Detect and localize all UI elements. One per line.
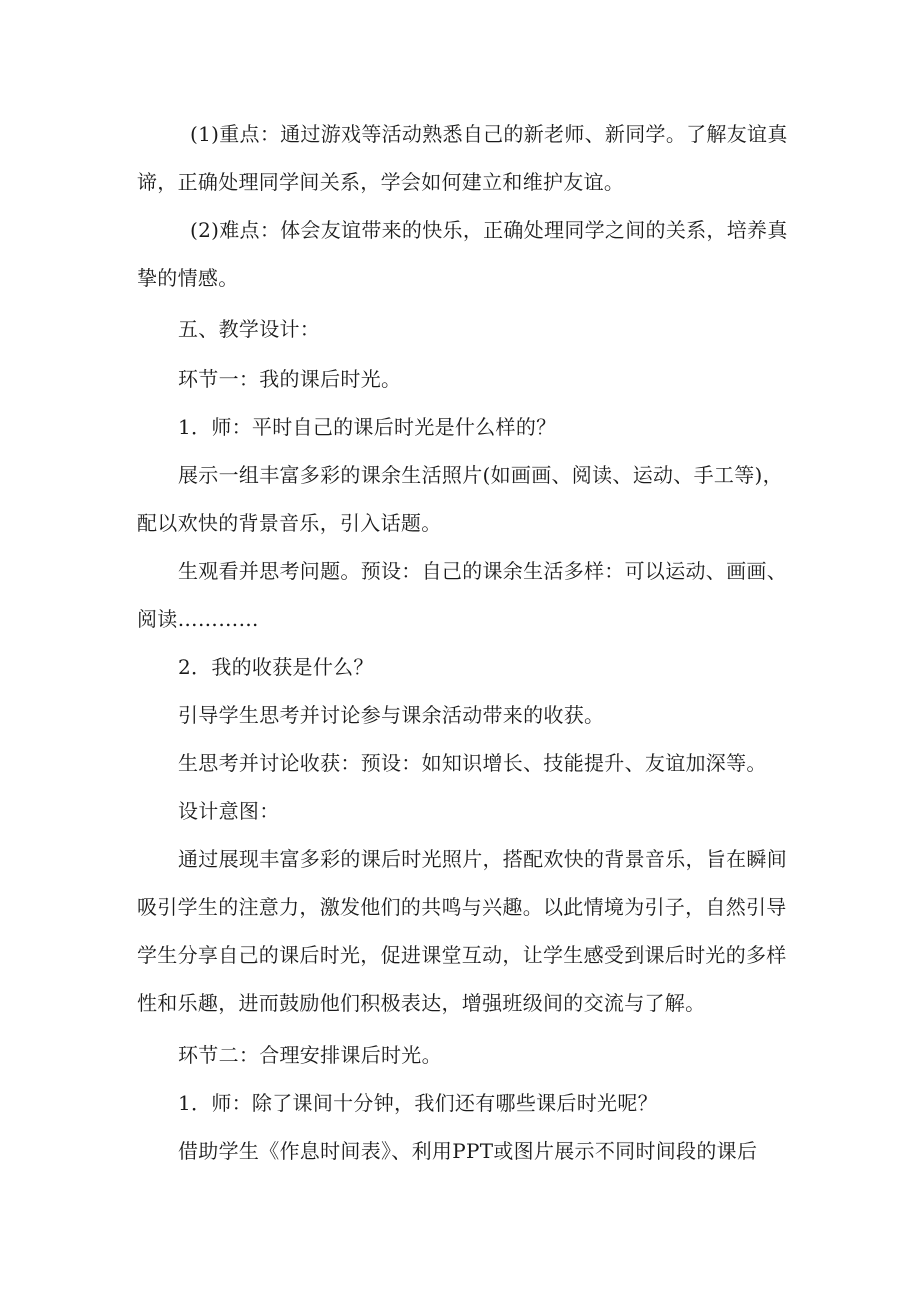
step-one-item-1: 1．师：平时自己的课后时光是什么样的？ bbox=[178, 415, 557, 439]
section-step-one-heading: 环节一：我的课后时光。 bbox=[178, 367, 402, 391]
step-one-student-line-1: 生观看并思考问题。预设：自己的课余生活多样：可以运动、画画、 bbox=[178, 559, 787, 583]
paragraph-focus-line-2: 谛，正确处理同学间关系，学会如何建立和维护友谊。 bbox=[137, 170, 625, 194]
step-two-item-1: 1．师：除了课间十分钟，我们还有哪些课后时光呢？ bbox=[178, 1091, 658, 1115]
step-one-display-line-1: 展示一组丰富多彩的课余生活照片(如画画、阅读、运动、手工等)， bbox=[178, 463, 783, 487]
design-intent-line-4: 性和乐趣，进而鼓励他们积极表达，增强班级间的交流与了解。 bbox=[137, 991, 706, 1015]
design-intent-line-2: 吸引学生的注意力，激发他们的共鸣与兴趣。以此情境为引子，自然引导 bbox=[137, 895, 787, 919]
design-intent-line-3: 学生分享自己的课后时光，促进课堂互动，让学生感受到课后时光的多样 bbox=[137, 943, 787, 967]
paragraph-focus-line-1: (1)重点：通过游戏等活动熟悉自己的新老师、新同学。了解友谊真 bbox=[190, 122, 788, 146]
paragraph-difficulty-line-1: (2)难点：体会友谊带来的快乐，正确处理同学之间的关系，培养真 bbox=[190, 218, 788, 242]
step-one-guide: 引导学生思考并讨论参与课余活动带来的收获。 bbox=[178, 703, 605, 727]
section-step-two-heading: 环节二：合理安排课后时光。 bbox=[178, 1043, 442, 1067]
design-intent-line-1: 通过展现丰富多彩的课后时光照片，搭配欢快的背景音乐，旨在瞬间 bbox=[178, 847, 787, 871]
step-one-discuss: 生思考并讨论收获：预设：如知识增长、技能提升、友谊加深等。 bbox=[178, 751, 767, 775]
step-one-item-2: 2．我的收获是什么？ bbox=[178, 655, 374, 679]
step-one-student-line-2: 阅读………… bbox=[137, 607, 259, 631]
design-intent-heading: 设计意图： bbox=[178, 799, 280, 823]
step-one-display-line-2: 配以欢快的背景音乐，引入话题。 bbox=[137, 511, 442, 535]
step-two-display-line-1: 借助学生《作息时间表》、利用PPT或图片展示不同时间段的课后 bbox=[178, 1139, 758, 1163]
paragraph-difficulty-line-2: 挚的情感。 bbox=[137, 266, 239, 290]
section-heading-teaching-design: 五、教学设计： bbox=[178, 317, 321, 341]
